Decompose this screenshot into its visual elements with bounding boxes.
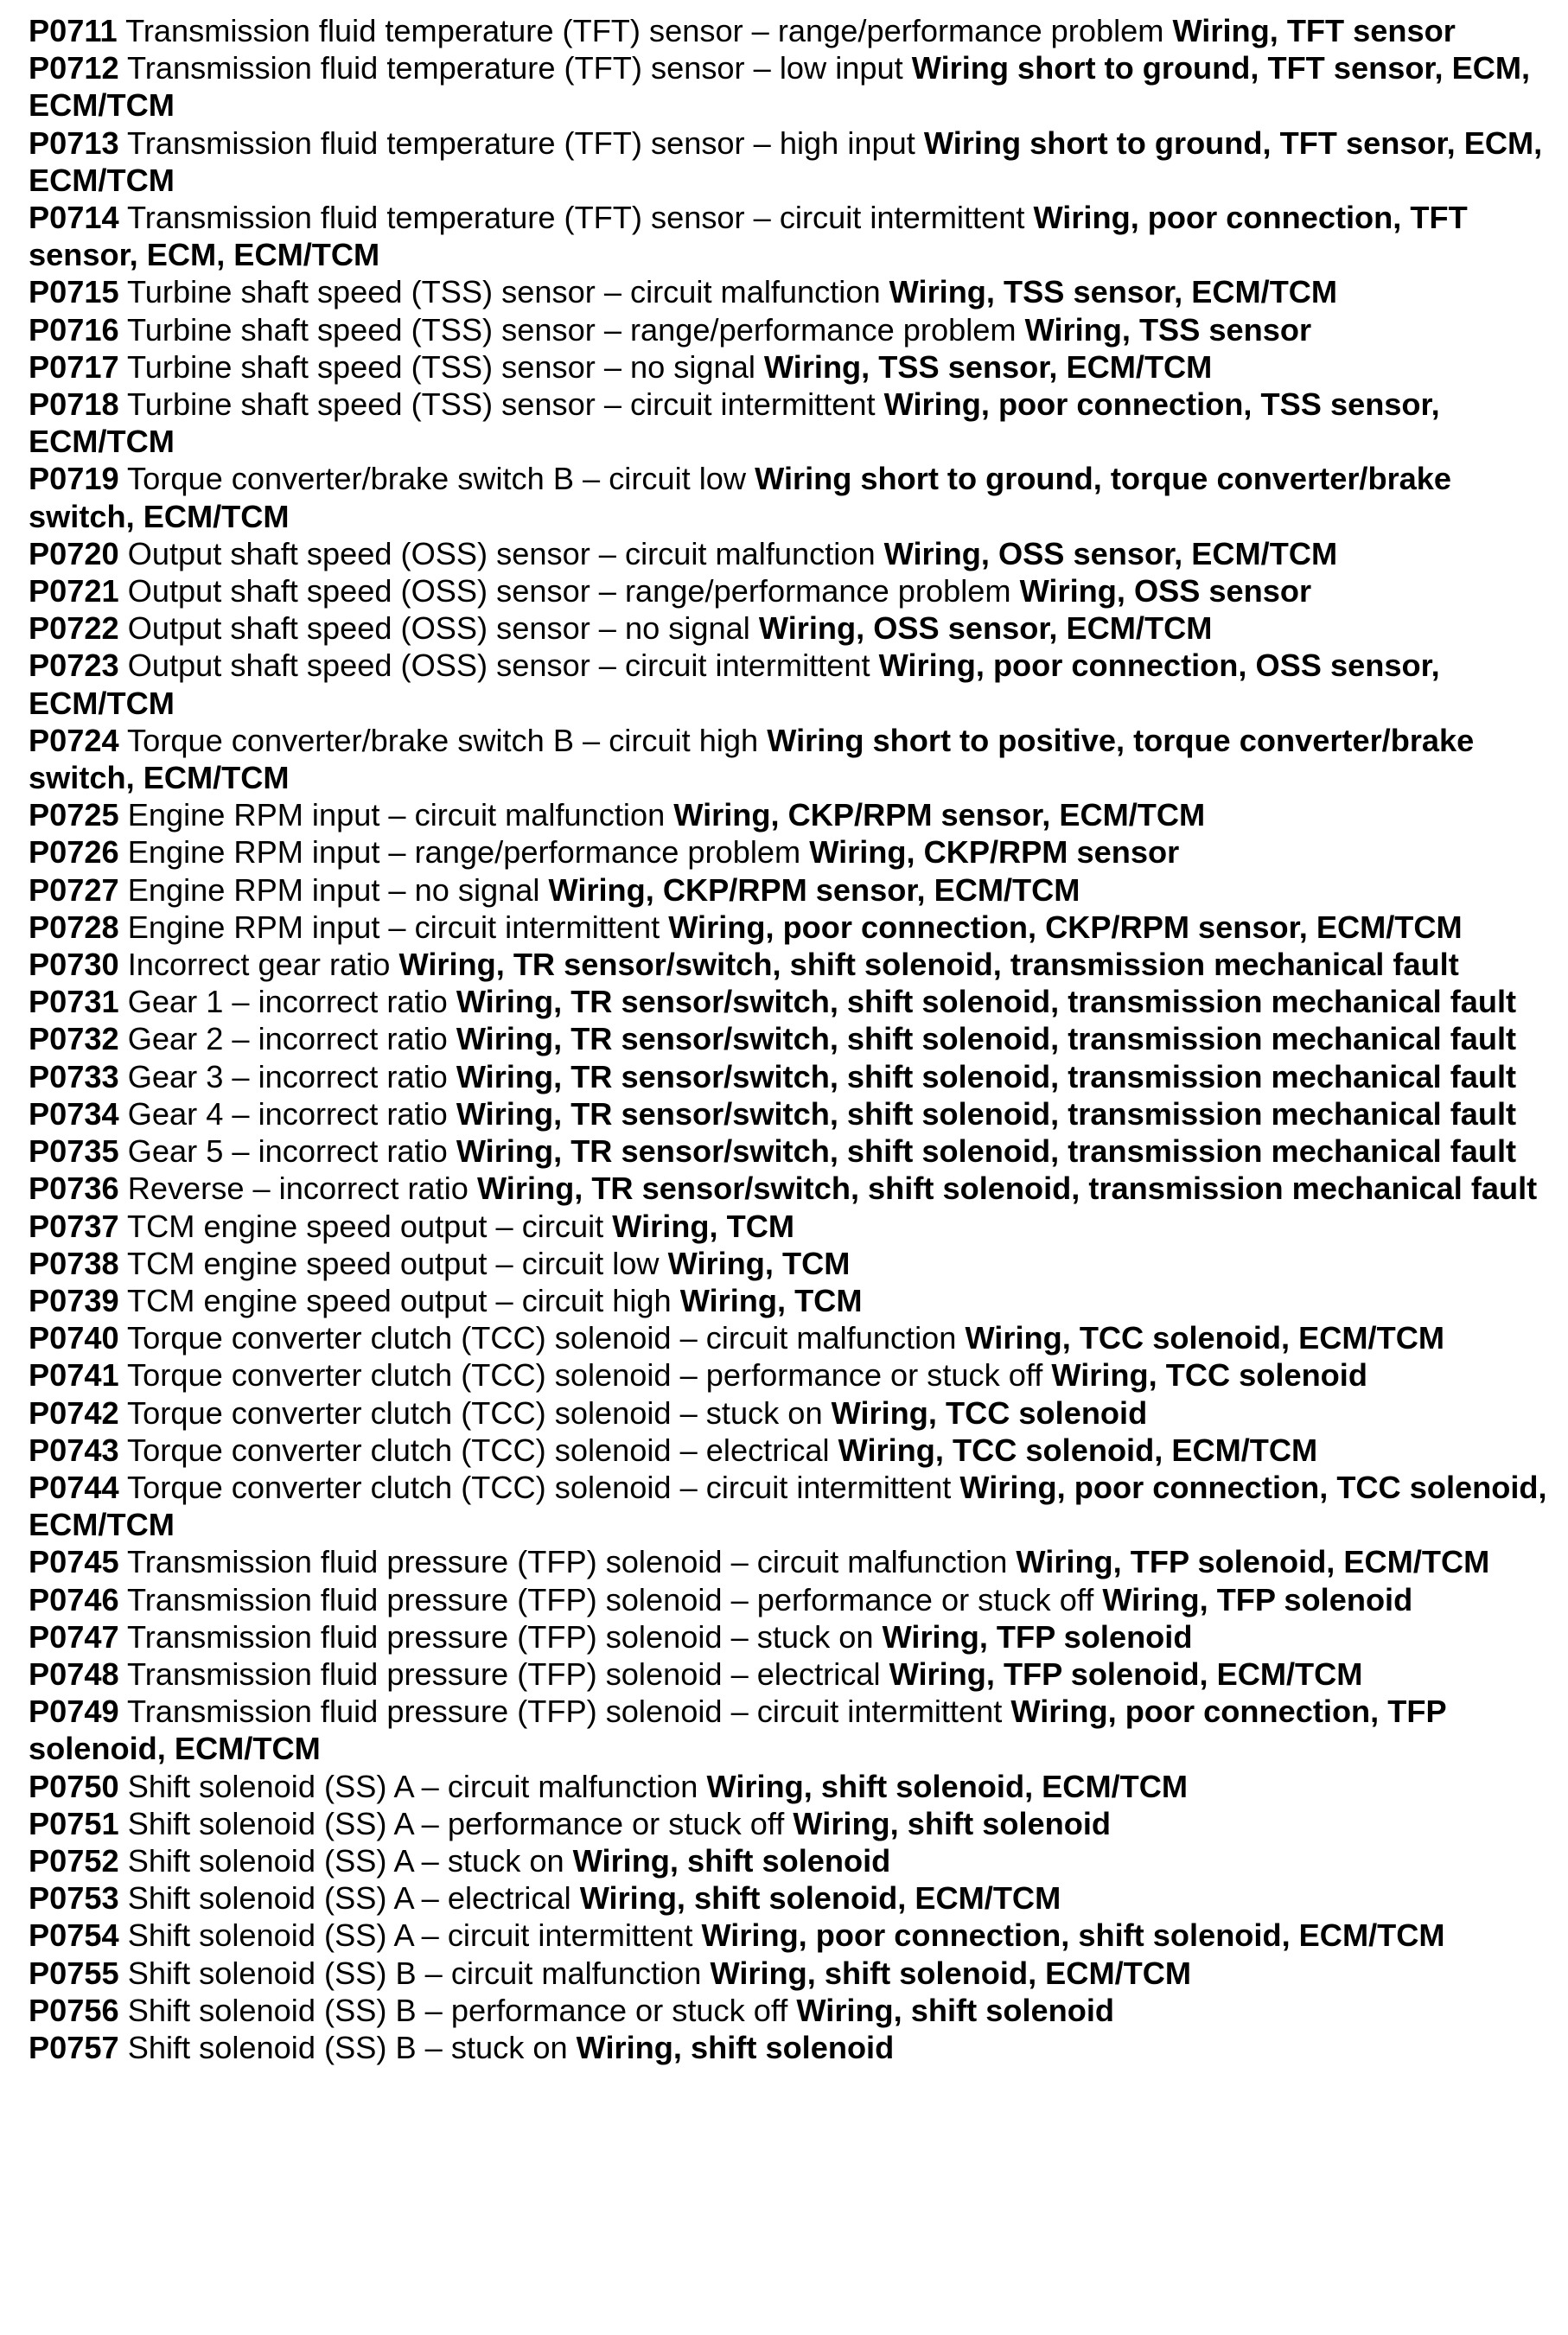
- dtc-causes: Wiring, OSS sensor, ECM/TCM: [758, 610, 1213, 647]
- dtc-causes: Wiring, TCM: [667, 1245, 851, 1281]
- dtc-entry: [29, 1356, 1558, 1394]
- dtc-causes: Wiring, TFP solenoid, ECM/TCM: [1016, 1544, 1490, 1580]
- dtc-description: Transmission fluid pressure (TFP) solenoid – circuit intermittent: [127, 1694, 1003, 1730]
- dtc-code: P0757: [29, 2029, 119, 2065]
- dtc-causes: Wiring, poor connection, TFP solenoid, ECM/TCM: [29, 1694, 1446, 1767]
- dtc-code: P0750: [29, 1768, 119, 1804]
- dtc-causes: Wiring, shift solenoid, ECM/TCM: [706, 1768, 1189, 1804]
- dtc-causes: Wiring, CKP/RPM sensor, ECM/TCM: [673, 797, 1206, 833]
- dtc-entry: [29, 1170, 1558, 1207]
- dtc-causes: Wiring, TR sensor/switch, shift solenoid, transmission mechanical fault: [456, 1021, 1517, 1057]
- dtc-code: P0741: [29, 1357, 119, 1394]
- dtc-causes: Wiring short to ground, TFT sensor, ECM, ECM/TCM: [29, 50, 1531, 124]
- dtc-description: Transmission fluid pressure (TFP) solenoid – electrical: [127, 1656, 881, 1692]
- dtc-entry: [29, 1879, 1558, 1917]
- dtc-description: Shift solenoid (SS) B – circuit malfunction: [127, 1955, 702, 1991]
- dtc-description: TCM engine speed output – circuit high: [127, 1282, 672, 1318]
- dtc-causes: Wiring, OSS sensor: [1019, 573, 1312, 609]
- dtc-entry: [29, 12, 1558, 49]
- dtc-entry: [29, 1768, 1558, 1805]
- dtc-entry: [29, 572, 1558, 609]
- dtc-code: P0719: [29, 461, 119, 497]
- dtc-code: P0731: [29, 984, 119, 1020]
- dtc-entry: [29, 311, 1558, 348]
- dtc-description: Torque converter/brake switch B – circuit high: [127, 722, 759, 758]
- dtc-code: P0751: [29, 1805, 119, 1841]
- dtc-code: P0727: [29, 871, 119, 908]
- dtc-causes: Wiring, TCC solenoid: [1051, 1357, 1367, 1394]
- dtc-description: Shift solenoid (SS) B – stuck on: [127, 2029, 568, 2065]
- dtc-description: Shift solenoid (SS) A – circuit intermittent: [127, 1917, 693, 1954]
- dtc-entry: [29, 1394, 1558, 1432]
- dtc-code: P0721: [29, 573, 119, 609]
- dtc-causes: Wiring, TR sensor/switch, shift solenoid, transmission mechanical fault: [456, 1133, 1517, 1170]
- dtc-causes: Wiring, TSS sensor: [1024, 311, 1312, 348]
- dtc-code: P0742: [29, 1394, 119, 1431]
- dtc-code: P0735: [29, 1133, 119, 1170]
- dtc-entry: [29, 1058, 1558, 1095]
- dtc-entry: [29, 199, 1558, 273]
- dtc-code: P0755: [29, 1955, 119, 1991]
- dtc-causes: Wiring, TR sensor/switch, shift solenoid, transmission mechanical fault: [456, 1095, 1517, 1132]
- dtc-code: P0728: [29, 909, 119, 945]
- dtc-entry: [29, 535, 1558, 572]
- dtc-description: Transmission fluid temperature (TFT) sensor – range/performance problem: [125, 13, 1164, 48]
- dtc-description: Shift solenoid (SS) A – stuck on: [127, 1842, 564, 1879]
- dtc-entry: [29, 1805, 1558, 1842]
- dtc-code: P0740: [29, 1320, 119, 1356]
- dtc-code: P0720: [29, 535, 119, 571]
- dtc-causes: Wiring, poor connection, CKP/RPM sensor, ECM/TCM: [668, 909, 1463, 945]
- dtc-description: Torque converter/brake switch B – circuit low: [127, 461, 747, 497]
- dtc-causes: Wiring short to ground, TFT sensor, ECM, ECM/TCM: [29, 124, 1543, 198]
- dtc-causes: Wiring, TR sensor/switch, shift solenoid, transmission mechanical fault: [398, 947, 1459, 983]
- dtc-code: P0714: [29, 200, 119, 236]
- dtc-description: Shift solenoid (SS) A – performance or stuck off: [127, 1805, 785, 1841]
- dtc-description: Turbine shaft speed (TSS) sensor – circuit intermittent: [127, 386, 876, 423]
- dtc-description: Turbine shaft speed (TSS) sensor – circuit malfunction: [127, 274, 881, 310]
- dtc-code: P0724: [29, 722, 119, 758]
- dtc-causes: Wiring short to positive, torque converter/brake switch, ECM/TCM: [29, 722, 1475, 796]
- dtc-entry: [29, 647, 1558, 721]
- dtc-code: P0753: [29, 1880, 119, 1917]
- dtc-entry: [29, 1020, 1558, 1057]
- dtc-entry: [29, 273, 1558, 310]
- dtc-description: Transmission fluid temperature (TFT) sensor – high input: [127, 124, 915, 161]
- dtc-code: P0739: [29, 1282, 119, 1318]
- dtc-entry: [29, 1955, 1558, 1992]
- dtc-entry: [29, 946, 1558, 983]
- dtc-entry: [29, 1656, 1558, 1693]
- dtc-description: Transmission fluid temperature (TFT) sensor – low input: [127, 50, 903, 86]
- dtc-description: Engine RPM input – range/performance problem: [127, 834, 801, 871]
- dtc-causes: Wiring, TFP solenoid, ECM/TCM: [889, 1656, 1363, 1692]
- dtc-causes: Wiring, TCM: [612, 1208, 794, 1244]
- dtc-entry: [29, 348, 1558, 386]
- dtc-description: Transmission fluid pressure (TFP) solenoid – circuit malfunction: [127, 1544, 1008, 1580]
- dtc-code: P0733: [29, 1058, 119, 1094]
- dtc-entry: [29, 1132, 1558, 1170]
- dtc-code: P0743: [29, 1432, 119, 1468]
- dtc-entry: [29, 1095, 1558, 1132]
- dtc-description: Torque converter clutch (TCC) solenoid – circuit malfunction: [127, 1320, 957, 1356]
- dtc-description: Torque converter clutch (TCC) solenoid – performance or stuck off: [127, 1357, 1043, 1394]
- dtc-description: Turbine shaft speed (TSS) sensor – no signal: [127, 348, 755, 385]
- dtc-entry: [29, 1319, 1558, 1356]
- dtc-causes: Wiring, TFP solenoid: [1102, 1581, 1413, 1617]
- dtc-causes: Wiring, shift solenoid: [793, 1805, 1111, 1841]
- dtc-description: Transmission fluid pressure (TFP) solenoid – performance or stuck off: [127, 1581, 1094, 1617]
- dtc-entry: [29, 1245, 1558, 1282]
- dtc-description: Engine RPM input – no signal: [127, 871, 540, 908]
- dtc-entry: [29, 1842, 1558, 1879]
- dtc-code: P0712: [29, 50, 119, 86]
- dtc-entry: [29, 722, 1558, 796]
- dtc-entry: [29, 1992, 1558, 2029]
- dtc-entry: [29, 1618, 1558, 1656]
- dtc-description: Gear 3 – incorrect ratio: [127, 1058, 448, 1094]
- dtc-description: Shift solenoid (SS) B – performance or stuck off: [127, 1992, 788, 2028]
- dtc-causes: Wiring, TR sensor/switch, shift solenoid, transmission mechanical fault: [456, 1058, 1517, 1094]
- dtc-entry: [29, 1543, 1558, 1580]
- dtc-causes: Wiring, TCC solenoid, ECM/TCM: [965, 1320, 1444, 1356]
- dtc-causes: Wiring short to ground, torque converter/brake switch, ECM/TCM: [29, 461, 1452, 534]
- dtc-entry: [29, 1208, 1558, 1245]
- dtc-code: P0711: [29, 13, 118, 48]
- dtc-description: Output shaft speed (OSS) sensor – range/performance problem: [127, 573, 1011, 609]
- dtc-entry: [29, 124, 1558, 199]
- dtc-entry: [29, 909, 1558, 946]
- dtc-description: Incorrect gear ratio: [127, 947, 391, 983]
- dtc-code: P0725: [29, 797, 119, 833]
- dtc-code: P0754: [29, 1917, 119, 1954]
- dtc-causes: Wiring, poor connection, TCC solenoid, ECM/TCM: [29, 1469, 1547, 1543]
- dtc-description: Output shaft speed (OSS) sensor – no signal: [127, 610, 750, 647]
- dtc-code: P0723: [29, 648, 119, 684]
- dtc-causes: Wiring, shift solenoid, ECM/TCM: [710, 1955, 1192, 1991]
- dtc-causes: Wiring, TR sensor/switch, shift solenoid, transmission mechanical fault: [476, 1171, 1538, 1207]
- dtc-description: Transmission fluid temperature (TFT) sensor – circuit intermittent: [127, 200, 1025, 236]
- dtc-code: P0730: [29, 947, 119, 983]
- dtc-entry: [29, 1581, 1558, 1618]
- dtc-causes: Wiring, CKP/RPM sensor: [809, 834, 1180, 871]
- dtc-description: Engine RPM input – circuit malfunction: [127, 797, 666, 833]
- dtc-description: Output shaft speed (OSS) sensor – circuit intermittent: [127, 648, 870, 684]
- dtc-entry: [29, 609, 1558, 647]
- dtc-code: P0715: [29, 274, 119, 310]
- dtc-description: Gear 2 – incorrect ratio: [127, 1021, 448, 1057]
- dtc-entry: [29, 1432, 1558, 1469]
- dtc-description: Torque converter clutch (TCC) solenoid – electrical: [127, 1432, 830, 1468]
- dtc-code: P0726: [29, 834, 119, 871]
- dtc-causes: Wiring, TFT sensor: [1172, 13, 1456, 48]
- dtc-causes: Wiring, shift solenoid, ECM/TCM: [579, 1880, 1061, 1917]
- dtc-description: Turbine shaft speed (TSS) sensor – range/performance problem: [127, 311, 1017, 348]
- dtc-entry: [29, 2029, 1558, 2066]
- dtc-causes: Wiring, TR sensor/switch, shift solenoid, transmission mechanical fault: [456, 984, 1517, 1020]
- dtc-causes: Wiring, TSS sensor, ECM/TCM: [889, 274, 1338, 310]
- dtc-causes: Wiring, shift solenoid: [576, 2029, 895, 2065]
- dtc-causes: Wiring, TCC solenoid, ECM/TCM: [838, 1432, 1318, 1468]
- dtc-entry: [29, 386, 1558, 460]
- dtc-code: P0732: [29, 1021, 119, 1057]
- dtc-code: P0752: [29, 1842, 119, 1879]
- dtc-code: P0748: [29, 1656, 119, 1692]
- dtc-code: P0756: [29, 1992, 119, 2028]
- dtc-causes: Wiring, CKP/RPM sensor, ECM/TCM: [548, 871, 1080, 908]
- dtc-code-list: [29, 12, 1558, 2066]
- dtc-causes: Wiring, OSS sensor, ECM/TCM: [883, 535, 1338, 571]
- dtc-causes: Wiring, TSS sensor, ECM/TCM: [763, 348, 1213, 385]
- dtc-description: Gear 4 – incorrect ratio: [127, 1095, 448, 1132]
- dtc-description: Torque converter clutch (TCC) solenoid – circuit intermittent: [127, 1469, 952, 1505]
- dtc-causes: Wiring, TCM: [679, 1282, 863, 1318]
- dtc-causes: Wiring, poor connection, OSS sensor, ECM/TCM: [29, 648, 1440, 721]
- dtc-code: P0749: [29, 1694, 119, 1730]
- dtc-code: P0738: [29, 1245, 119, 1281]
- dtc-causes: Wiring, TFP solenoid: [882, 1618, 1193, 1655]
- dtc-code: P0716: [29, 311, 119, 348]
- dtc-code: P0747: [29, 1618, 119, 1655]
- dtc-code: P0736: [29, 1171, 119, 1207]
- dtc-description: Output shaft speed (OSS) sensor – circuit malfunction: [127, 535, 876, 571]
- dtc-code: P0722: [29, 610, 119, 647]
- dtc-entry: [29, 796, 1558, 833]
- dtc-code: P0737: [29, 1208, 119, 1244]
- dtc-entry: [29, 983, 1558, 1020]
- dtc-description: Transmission fluid pressure (TFP) solenoid – stuck on: [127, 1618, 874, 1655]
- dtc-description: Gear 5 – incorrect ratio: [127, 1133, 448, 1170]
- dtc-entry: [29, 1469, 1558, 1543]
- dtc-causes: Wiring, shift solenoid: [572, 1842, 891, 1879]
- dtc-description: Reverse – incorrect ratio: [127, 1171, 468, 1207]
- dtc-code: P0745: [29, 1544, 119, 1580]
- dtc-entry: [29, 1917, 1558, 1954]
- dtc-entry: [29, 460, 1558, 534]
- dtc-causes: Wiring, shift solenoid: [796, 1992, 1114, 2028]
- dtc-causes: Wiring, poor connection, TFT sensor, ECM, ECM/TCM: [29, 200, 1468, 273]
- dtc-description: Torque converter clutch (TCC) solenoid – stuck on: [127, 1394, 823, 1431]
- dtc-code: P0718: [29, 386, 119, 423]
- dtc-entry: [29, 49, 1558, 124]
- dtc-causes: Wiring, poor connection, shift solenoid, ECM/TCM: [701, 1917, 1445, 1954]
- dtc-causes: Wiring, TCC solenoid: [831, 1394, 1148, 1431]
- dtc-code: P0717: [29, 348, 119, 385]
- dtc-entry: [29, 833, 1558, 871]
- dtc-description: Gear 1 – incorrect ratio: [127, 984, 448, 1020]
- dtc-description: TCM engine speed output – circuit: [127, 1208, 604, 1244]
- dtc-entry: [29, 1282, 1558, 1319]
- dtc-description: TCM engine speed output – circuit low: [127, 1245, 660, 1281]
- dtc-description: Engine RPM input – circuit intermittent: [127, 909, 660, 945]
- dtc-entry: [29, 1693, 1558, 1767]
- dtc-description: Shift solenoid (SS) A – circuit malfunction: [127, 1768, 698, 1804]
- dtc-code: P0734: [29, 1095, 119, 1132]
- dtc-code: P0744: [29, 1469, 119, 1505]
- dtc-code: P0746: [29, 1581, 119, 1617]
- dtc-code: P0713: [29, 124, 119, 161]
- dtc-causes: Wiring, poor connection, TSS sensor, ECM/TCM: [29, 386, 1440, 460]
- dtc-description: Shift solenoid (SS) A – electrical: [127, 1880, 571, 1917]
- dtc-entry: [29, 871, 1558, 909]
